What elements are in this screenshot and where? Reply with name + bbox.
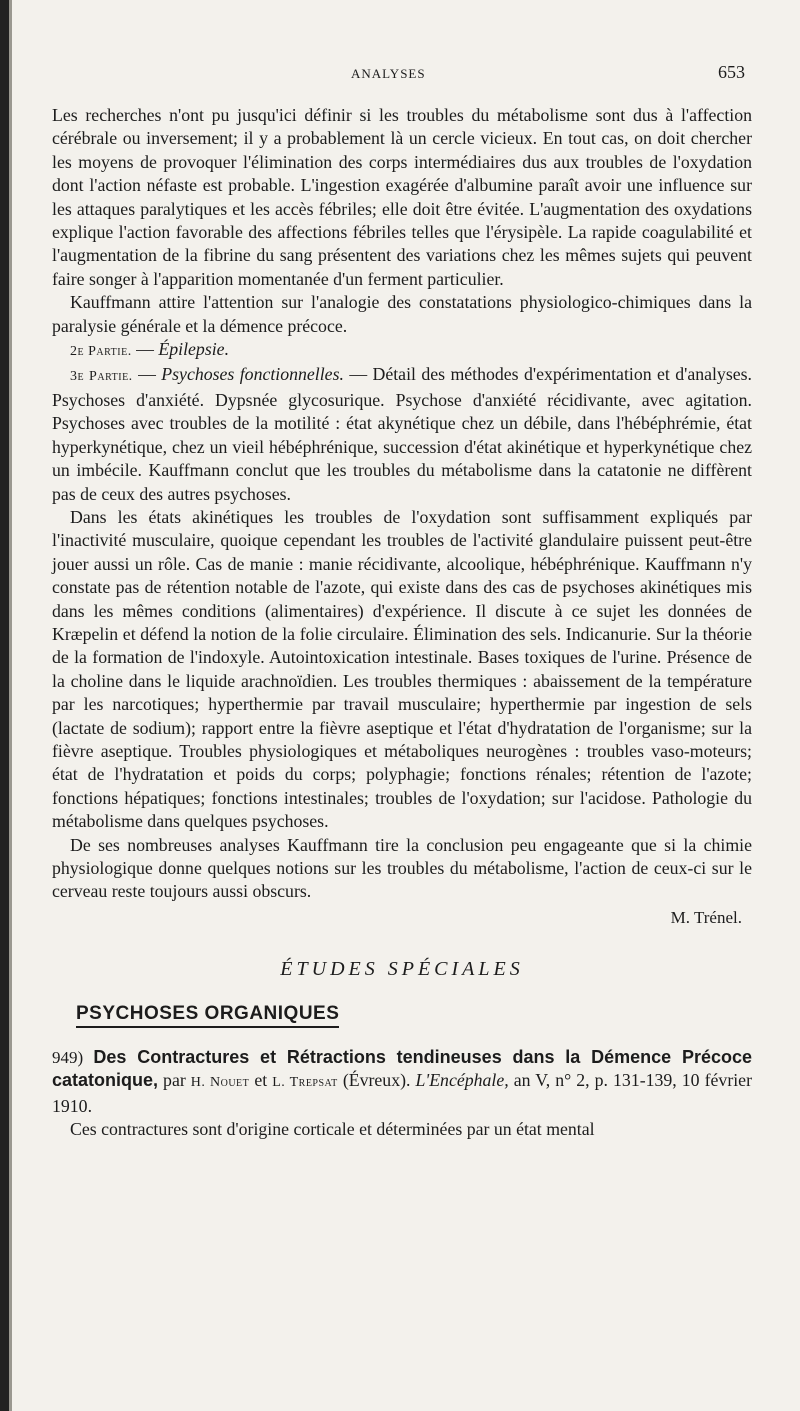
entry-author-2: L. Trepsat [272, 1075, 338, 1091]
paragraph-contractures: Ces contractures sont d'origine corticale et déterminées par un état mental [70, 1119, 595, 1140]
paragraph-part-3 [52, 363, 752, 505]
part-2-label: 2e Partie. [70, 344, 132, 360]
entry-title: Des Contractures et Rétractions tendineuses dans la Démence Précoce catatonique, [52, 1046, 752, 1091]
page-header [0, 60, 800, 84]
entry-journal: L'Encéphale, [415, 1070, 509, 1091]
entry-number: 949) [52, 1047, 84, 1067]
paragraph-metabolism: Les recherches n'ont pu jusqu'ici définir si les troubles du métabolisme sont dus à l'affection cérébrale ou inversement; il y a probablement là un cercle vicieux. En tout cas, on doit chercher les moyens de provoquer l'élimination des corps intermédiaires dus aux troubles de l'oxydation dont l'action néfaste est probable. L'ingestion exagérée d'albumine paraît avoir une influence sur les attaques paralytiques et les accès fébriles; elle doit être évitée. L'augmentation des oxydations explique l'action favorable des affections fébriles telles que l'érysipèle. La rapide coagulabilité et l'augmentation de la fibrine du sang présentent des variations chez les mêmes sujets qui peuvent faire songer à l'apparition momentanée d'un ferment particulier. [52, 105, 752, 289]
part-3-title: Psychoses fonctionnelles. [161, 364, 344, 385]
part-3-label: 3e Partie. [70, 369, 133, 385]
signature: M. Trénel. [670, 907, 742, 927]
paragraph-kauffmann: Kauffmann attire l'attention sur l'analogie des constatations physiologico-chimiques dans la paralysie générale et la démence précoce. [52, 292, 752, 336]
paragraph-conclusion: De ses nombreuses analyses Kauffmann tire la conclusion peu engageante que si la chimie physiologique donne quelques notions sur les troubles du métabolisme, l'action de ceux-ci sur le cerveau reste toujours aussi obscurs. [52, 834, 752, 902]
part-2-dash: — [131, 339, 159, 360]
page-number: 653 [718, 62, 745, 82]
entry-author-1: H. Nouet [190, 1075, 250, 1091]
entry-place: (Évreux). [337, 1070, 416, 1091]
section-title: ÉTUDES SPÉCIALES [280, 957, 524, 980]
entry-citation [52, 1046, 752, 1118]
part-3-text: — Détail des méthodes d'expérimentation et d'analyses. Psychoses d'anxiété. Dypsnée glycosurique. Psychose d'anxiété récidivante, avec agitation. Psychoses avec troubles de la motilité : état akynétique chez un débile, dans l'hébéphrémie, état hyperkynétique, chez un vieil hébéphrénique, succession d'état akinétique et hyperkynétique chez un imbécile. Kauffmann conclut que les troubles du métabolisme dans la catatonie ne diffèrent pas de ceux des autres psychoses. [52, 364, 753, 504]
part-2-heading [52, 338, 752, 363]
part-2-title: Épilepsie. [158, 339, 230, 360]
subsection-title: PSYCHOSES ORGANIQUES [76, 1003, 339, 1028]
entry-and: et [249, 1070, 273, 1091]
binding-shadow [9, 0, 12, 1411]
part-3-dash: — [132, 364, 162, 385]
binding-edge [0, 0, 9, 1411]
running-head: ANALYSES [351, 66, 426, 81]
entry-authors-prefix: par [158, 1070, 191, 1091]
paragraph-oxydation: Dans les états akinétiques les troubles de l'oxydation sont suffisamment expliqués par l'inactivité musculaire, quoique cependant les troubles de l'activité glandulaire puissent peut-être jouer aussi un rôle. Cas de manie : manie récidivante, alcoolique, hébéphrénique. Kauffmann n'y constate pas de rétention notable de l'azote, qui existe dans des cas de psychoses akinétiques mis dans les mêmes conditions (alimentaires) d'expérience. Il discute à ce sujet les données de Kræpelin et défend la notion de la folie circulaire. Élimination des sels. Indicanurie. Sur la théorie de la formation de l'indoxyle. Autointoxication intestinale. Bases toxiques de l'urine. Présence de la choline dans le liquide arachnoïdien. Les troubles thermiques : abaissement de la température par les narcotiques; hyperthermie par travail musculaire; hyperthermie par ingestion de sels (lactate de sodium); rapport entre la fièvre aseptique et l'état d'hydratation de l'organisme; sur la fièvre aseptique. Troubles physiologiques et métaboliques neurogènes : troubles vaso-moteurs; état de l'hydratation et poids du corps; polyphagie; fonctions rénales; rétention de l'azote; fonctions hépatiques; fonctions intestinales; troubles de l'oxydation; sur l'acidose. Pathologie du métabolisme dans quelques psychoses. [52, 506, 752, 832]
entry-details: an V, n° 2, p. 131-139, 10 février 1910. [52, 1070, 752, 1116]
page-content [52, 104, 752, 1141]
